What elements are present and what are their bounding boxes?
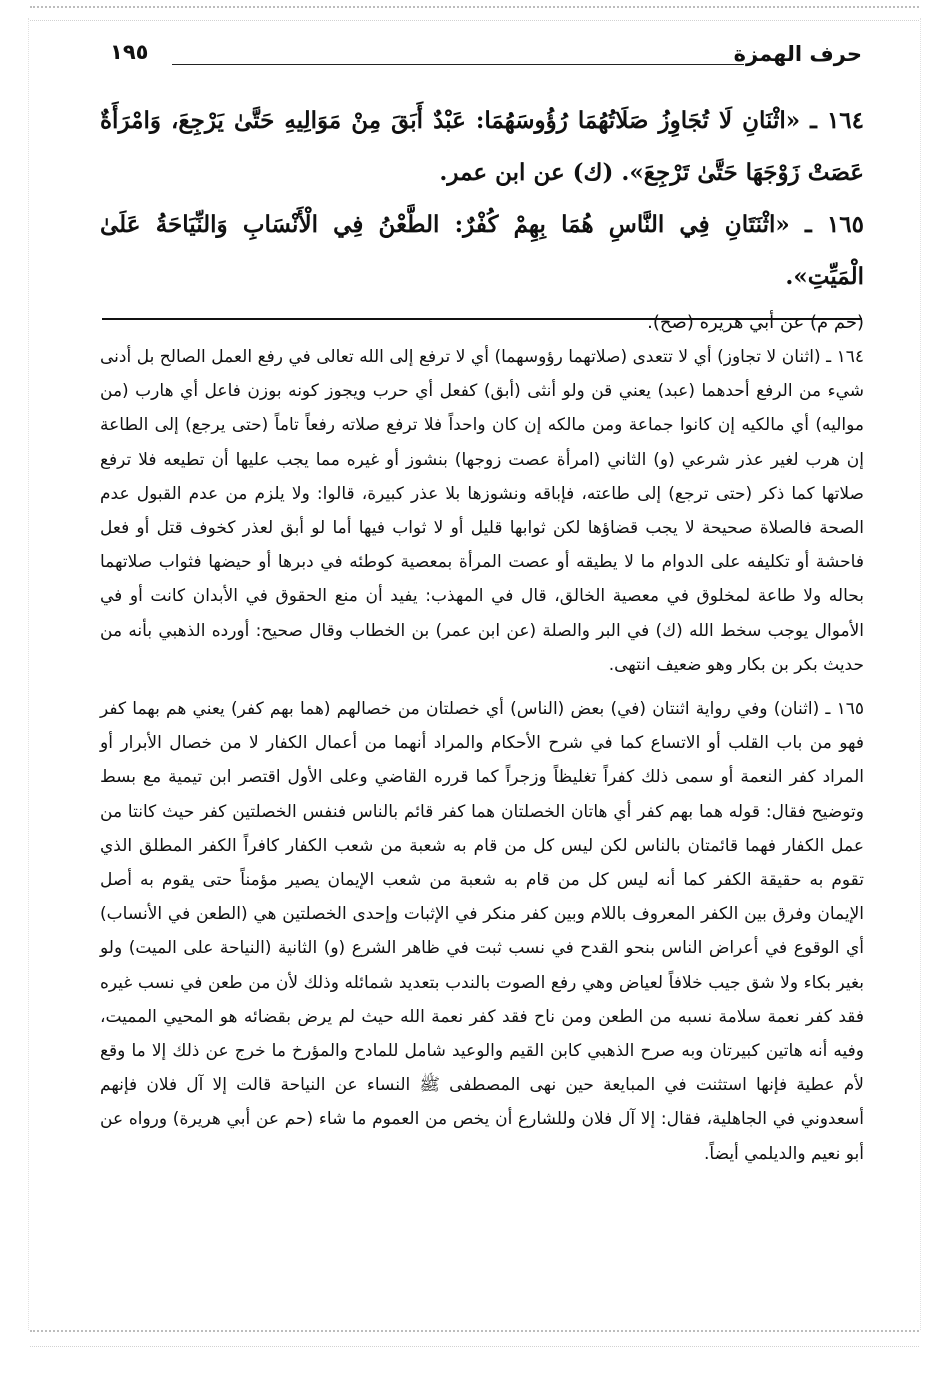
hadith-165-source: (حم م) عن أبي هريرة (صح).	[647, 312, 864, 333]
header-rule	[172, 64, 744, 65]
commentary-165: ١٦٥ ـ (اثنان) وفي رواية اثنتان (في) بعض (الناس) أي خصلتان من خصالهم (هما بهم كفر) يعني هم بهما كفر فهو من باب القلب أو الاتساع كما في شرح الأحكام والمراد أنهما من أعمال الكفار لا من خصال الأبرار أو المراد كفر النعمة أو سمى ذلك كفراً تغليظاً وزجراً كما قرره القاضي وعلى الأول اقتصر ابن تيمية مع بسط وتوضيح فقال: قوله هما بهم كفر أي هاتان الخصلتان هما كفر قائم بالناس فنفس الخصلتين كفر حيث كانتا من عمل الكفار فهما قائمتان بالناس لكن ليس كل من قام به شعبة من شعب الكفار كافراً الكفر المطلق الذي تقوم به حقيقة الكفر كما أنه ليس كل من قام به شعبة من شعب الإيمان يصير مؤمناً حتى يقوم به أصل الإيمان وفرق بين الكفر المعروف باللام وبين كفر منكر في الإثبات وإحدى الخصلتين هي (الطعن في الأنساب) أي الوقوع في أعراض الناس بنحو القدح في نسب ثبت في ظاهر الشرع (و) الثانية (النياحة على الميت) ولو بغير بكاء ولا شق جيب خلافاً لعياض وهي رفع الصوت بالندب بتعديد شمائله وذلك لأن من طعن في نسب غيره فقد كفر نعمة سلامة نسبه من الطعن ومن ناح فقد كفر نعمة الله حيث لم يرض بقضائه هو المحيي المميت، وفيه أنه هاتين كبيرتان وبه صرح الذهبي كابن القيم والوعيد شامل للمادح والمؤرخ ما خرج عن ذلك إلا ما وقع لأم عطية فإنها استثنت في المبايعة حين نهى المصطفى ﷺ النساء عن النياحة قالت إلا آل فلان فإنهم أسعدوني في الجاهلية، فقال: إلا آل فلان وللشارع أن يخص من العموم ما شاء (حم عن أبي هريرة) ورواه عن أبو نعيم والديلمي أيضاً.	[100, 699, 864, 1164]
running-header	[110, 40, 862, 74]
hadith-165: ١٦٥ ـ «اثْنَتَانِ فِي النَّاسِ هُمَا بِهِمْ كُفْرٌ: الطَّعْنُ فِي الْأَنْسَابِ وَالنِّيَاحَةُ عَلَىٰ الْمَيِّتِ».	[100, 211, 864, 290]
page-border-bottom	[30, 1330, 919, 1347]
page-border-top	[30, 6, 919, 21]
hadith-164: ١٦٤ ـ «اثْنَانِ لَا تُجَاوِزُ صَلَاتُهُمَا رُؤُوسَهُمَا: عَبْدٌ أَبَقَ مِنْ مَوَالِيهِ حَتَّىٰ يَرْجِعَ، وَامْرَأَةٌ عَصَتْ زَوْجَهَا حَتَّىٰ تَرْجِعَ». (ك) عن ابن عمر.	[100, 107, 864, 186]
chapter-title: حرف الهمزة	[733, 42, 862, 66]
commentary-section	[100, 340, 864, 1171]
page-border-right	[914, 18, 921, 1330]
page-border-left	[28, 18, 35, 1330]
commentary-164: ١٦٤ ـ (اثنان لا تجاوز) أي لا تتعدى (صلاتهما رؤوسهما) أي لا ترفع إلى الله تعالى في رفع العمل الصالح بل أدنى شيء من الرفع أحدهما (عبد) يعني قن ولو أنثى (أبق) كفعل أي حرب ويجوز كونه بوزن فاعل أي هارب (من مواليه) أي مالكيه إن كانوا جماعة ومن مالكه إن كان واحداً فلا ترفع صلاته رفعاً تاماً (حتى يرجع) إلى الطاعة إن هرب لغير عذر شرعي (و) الثاني (امرأة عصت زوجها) بنشوز أو غيره مما يجب عليها أن تطيعه فلا ترفع صلاتها كما ذكر (حتى ترجع) إلى طاعته، فإباقه ونشوزها بلا عذر كبيرة، قالوا: ولا يلزم من عدم القبول عدم الصحة فالصلاة صحيحة لا يجب قضاؤها لكن ثوابها قليل أو لا ثواب فيها أما لو أبق لعذر كخوف قتل أو فعل فاحشة أو تكليفه على الدوام ما لا يطيقه أو عصت المرأة بمعصية كوطئه في دبرها أو حيضها فثواب صلاتهما بحاله ولا طاعة لمخلوق في معصية الخالق، قال في المهذب: يفيد أن منع الحقوق في الأبدان كانت أو في الأموال يوجب سخط الله (ك) في البر والصلة (عن ابن عمر) بن الخطاب وقال صحيح: أورده الذهبي بأنه من حديث بكر بن بكار وهو ضعيف انتهى.	[100, 347, 864, 675]
hadith-text-section	[100, 95, 864, 343]
page-number: ١٩٥	[110, 40, 149, 64]
footnote-separator	[102, 318, 862, 320]
